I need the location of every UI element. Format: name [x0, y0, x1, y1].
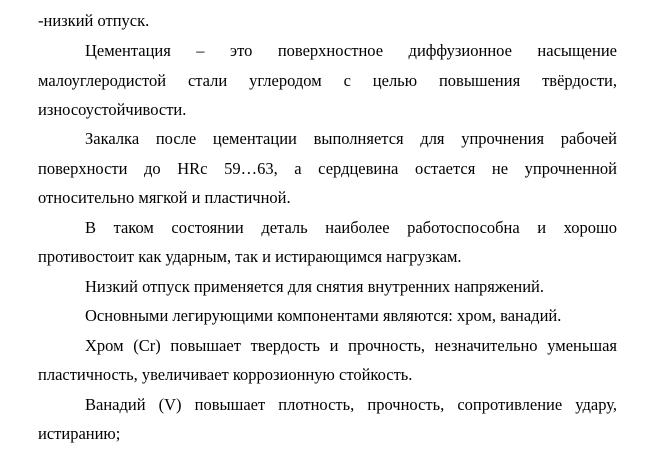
- text-line-chromium-1: Хром (Cr) повышает твердость и прочность, незначительно уменьшая: [85, 336, 617, 355]
- text-line-alloying-components: Основными легирующими компонентами являются: хром, ванадий.: [85, 306, 562, 325]
- text-line-tempering-purpose: Низкий отпуск применяется для снятия внутренних напряжений.: [85, 277, 545, 296]
- text-line-chromium-2: пластичность, увеличивает коррозионную стойкость.: [38, 365, 413, 384]
- text-line-cementation-def-1: Цементация – это поверхностное диффузионное насыщение: [85, 41, 617, 60]
- text-line-low-tempering: -низкий отпуск.: [38, 11, 150, 30]
- text-line-quenching-3: относительно мягкой и пластичной.: [38, 188, 291, 207]
- text-line-state-2: противостоит как ударным, так и истирающимся нагрузкам.: [38, 247, 462, 266]
- text-line-cementation-def-3: износоустойчивости.: [38, 100, 187, 119]
- text-line-cementation-def-2: малоуглеродистой стали углеродом с целью повышения твёрдости,: [38, 71, 617, 90]
- text-line-quenching-1: Закалка после цементации выполняется для упрочнения рабочей: [85, 129, 617, 148]
- text-line-quenching-2: поверхности до HRc 59…63, а сердцевина остается не упрочненной: [38, 159, 617, 178]
- text-line-vanadium-2: истиранию;: [38, 424, 121, 443]
- text-line-vanadium-1: Ванадий (V) повышает плотность, прочность, сопротивление удару,: [85, 395, 617, 414]
- text-line-state-1: В таком состоянии деталь наиболее работоспособна и хорошо: [85, 218, 617, 237]
